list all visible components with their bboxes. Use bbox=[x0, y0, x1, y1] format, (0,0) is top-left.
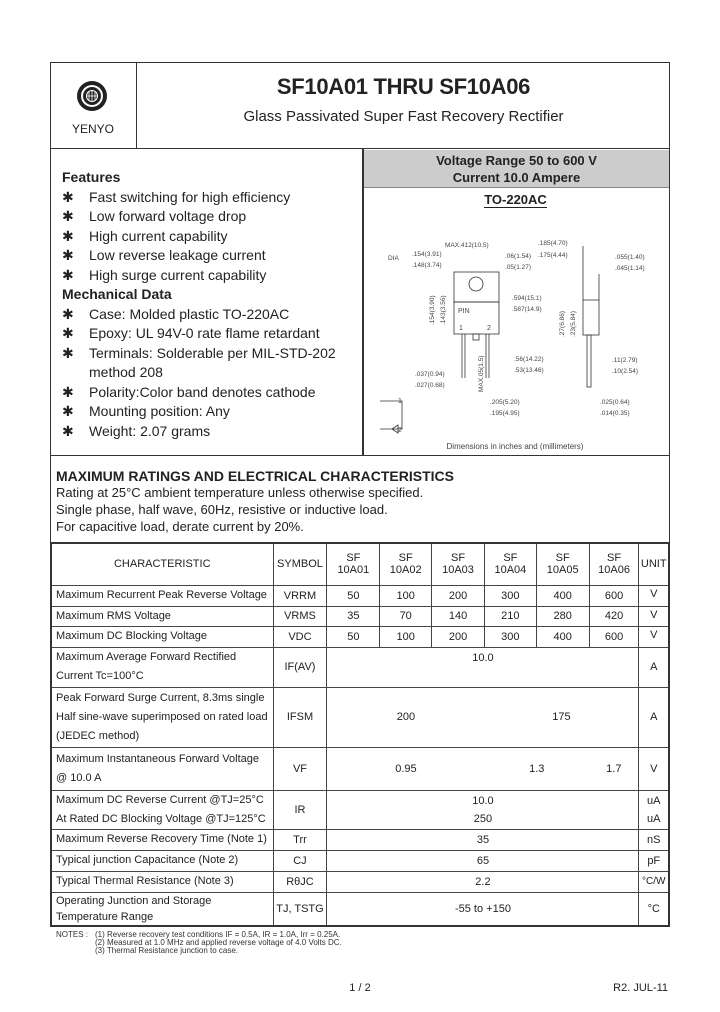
svg-text:.185(4.70): .185(4.70) bbox=[538, 240, 568, 247]
svg-text:MAX.05(1.5): MAX.05(1.5) bbox=[478, 355, 485, 392]
table-row bbox=[51, 647, 669, 687]
table-cell: SF 10A03 bbox=[432, 543, 485, 585]
svg-text:.205(5.20): .205(5.20) bbox=[490, 399, 520, 406]
table-cell: 420 bbox=[589, 606, 639, 626]
table-cell: SF 10A06 bbox=[589, 543, 639, 585]
table-cell: 200 bbox=[327, 687, 485, 747]
brand-name: YENYO bbox=[71, 122, 114, 136]
table-cell: 100 bbox=[380, 626, 432, 647]
svg-text:.154(3.90): .154(3.90) bbox=[429, 295, 436, 325]
page-title: SF10A01 THRU SF10A06 bbox=[276, 74, 531, 99]
svg-text:DIA: DIA bbox=[388, 255, 399, 262]
table-cell: 300 bbox=[484, 585, 536, 606]
svg-text:.045(1.14): .045(1.14) bbox=[615, 265, 645, 272]
table-cell: 1.7 bbox=[589, 747, 639, 790]
table-row bbox=[51, 606, 669, 626]
table-cell: Maximum Recurrent Peak Reverse Voltage bbox=[51, 585, 273, 606]
table-cell: A bbox=[639, 687, 669, 747]
table-cell: °C bbox=[639, 892, 669, 926]
svg-text:.594(15.1): .594(15.1) bbox=[512, 295, 542, 302]
table-row bbox=[51, 687, 669, 747]
note-item: (2) Measured at 1.0 MHz and applied reverse voltage of 4.0 Volts DC. bbox=[95, 938, 342, 947]
table-cell: 2.2 bbox=[327, 871, 639, 892]
table-row bbox=[51, 747, 669, 790]
sunflower-logo-icon bbox=[72, 76, 112, 116]
revision: R2. JUL-11 bbox=[613, 982, 668, 994]
note-item: (1) Reverse recovery test conditions IF = 0.5A, IR = 1.0A, Irr = 0.25A. bbox=[95, 930, 341, 939]
current-rating: Current 10.0 Ampere bbox=[452, 170, 581, 185]
table-cell: pF bbox=[639, 850, 669, 871]
table-cell: Maximum Average Forward Rectified Current Tc=100°C bbox=[51, 647, 273, 687]
rating-note: For capacitive load, derate current by 20%. bbox=[56, 519, 304, 534]
svg-text:.587(14.9): .587(14.9) bbox=[512, 306, 542, 313]
table-cell: Maximum RMS Voltage bbox=[51, 606, 273, 626]
table-cell: -55 to +150 bbox=[327, 892, 639, 926]
ratings-title: MAXIMUM RATINGS AND ELECTRICAL CHARACTERISTICS bbox=[56, 468, 454, 484]
table-cell: IR bbox=[273, 790, 327, 829]
mechanical-heading: Mechanical Data bbox=[62, 286, 172, 302]
table-cell: Maximum DC Blocking Voltage bbox=[51, 626, 273, 647]
table-cell: 200 bbox=[432, 585, 485, 606]
table-row bbox=[51, 626, 669, 647]
svg-text:.154(3.91): .154(3.91) bbox=[412, 251, 442, 258]
voltage-range: Voltage Range 50 to 600 V bbox=[436, 153, 597, 168]
table-cell: SF 10A04 bbox=[484, 543, 536, 585]
svg-text:1: 1 bbox=[459, 325, 463, 332]
table-cell: Trr bbox=[273, 829, 327, 850]
svg-text:.175(4.44): .175(4.44) bbox=[538, 252, 568, 259]
table-cell: Peak Forward Surge Current, 8.3ms single Half sine-wave superimposed on rated load (JEDEC method) bbox=[51, 687, 273, 747]
table-cell: 35 bbox=[327, 829, 639, 850]
table-cell: 600 bbox=[589, 585, 639, 606]
table-cell: 175 bbox=[484, 687, 639, 747]
bullet-icon: ✱ bbox=[62, 267, 74, 283]
bullet-icon: ✱ bbox=[62, 325, 74, 341]
table-cell: V bbox=[639, 585, 669, 606]
features-heading: Features bbox=[62, 169, 121, 185]
table-cell: Typical junction Capacitance (Note 2) bbox=[51, 850, 273, 871]
table-cell: VRMS bbox=[273, 606, 327, 626]
table-cell: SF 10A01 bbox=[327, 543, 380, 585]
table-cell: 65 bbox=[327, 850, 639, 871]
table-cell: SYMBOL bbox=[273, 543, 327, 585]
svg-text:.56(14.22): .56(14.22) bbox=[514, 356, 544, 363]
table-cell: VF bbox=[273, 747, 327, 790]
bullet-icon: ✱ bbox=[62, 403, 74, 419]
table-row bbox=[51, 790, 669, 829]
table-cell: Maximum Reverse Recovery Time (Note 1) bbox=[51, 829, 273, 850]
table-cell: TJ, TSTG bbox=[273, 892, 327, 926]
svg-text:.06(1.54): .06(1.54) bbox=[505, 253, 532, 260]
bullet-icon: ✱ bbox=[62, 189, 74, 205]
table-cell: 400 bbox=[536, 585, 589, 606]
svg-text:.037(0.94): .037(0.94) bbox=[415, 371, 445, 378]
table-row bbox=[51, 871, 669, 892]
table-cell: IF(AV) bbox=[273, 647, 327, 687]
svg-text:.014(0.35): .014(0.35) bbox=[600, 410, 630, 417]
table-cell: CHARACTERISTIC bbox=[51, 543, 273, 585]
svg-text:.05(1.27): .05(1.27) bbox=[505, 264, 532, 271]
table-cell: 400 bbox=[536, 626, 589, 647]
bullet-icon: ✱ bbox=[62, 247, 74, 263]
bullet-icon: ✱ bbox=[62, 228, 74, 244]
svg-text:2: 2 bbox=[398, 427, 402, 434]
svg-text:2: 2 bbox=[487, 325, 491, 332]
bullet-icon: ✱ bbox=[62, 345, 74, 361]
bullet-icon: ✱ bbox=[62, 384, 74, 400]
table-cell: 200 bbox=[432, 626, 485, 647]
table-row bbox=[51, 829, 669, 850]
page-subtitle: Glass Passivated Super Fast Recovery Rectifier bbox=[243, 108, 564, 125]
svg-text:MAX.412(10.5): MAX.412(10.5) bbox=[445, 242, 489, 249]
svg-text:.53(13.46): .53(13.46) bbox=[514, 367, 544, 374]
rating-note: Rating at 25°C ambient temperature unless otherwise specified. bbox=[56, 485, 424, 500]
table-cell: 600 bbox=[589, 626, 639, 647]
table-cell: VRRM bbox=[273, 585, 327, 606]
table-row bbox=[51, 892, 669, 926]
package-dimension-drawing bbox=[362, 230, 669, 455]
bullet-icon: ✱ bbox=[62, 306, 74, 322]
table-row bbox=[51, 850, 669, 871]
table-header-row bbox=[51, 543, 669, 585]
table-row bbox=[51, 585, 669, 606]
table-cell: SF 10A02 bbox=[380, 543, 432, 585]
table-cell: A bbox=[639, 647, 669, 687]
logo bbox=[50, 62, 137, 149]
table-cell: Typical Thermal Resistance (Note 3) bbox=[51, 871, 273, 892]
table-cell: V bbox=[639, 747, 669, 790]
table-cell: 280 bbox=[536, 606, 589, 626]
table-cell: °C/W bbox=[639, 871, 669, 892]
table-cell: VDC bbox=[273, 626, 327, 647]
svg-text:.025(0.64): .025(0.64) bbox=[600, 399, 630, 406]
svg-text:.143(3.56): .143(3.56) bbox=[440, 295, 447, 325]
package-name: TO-220AC bbox=[484, 192, 547, 207]
svg-text:.27(6.86): .27(6.86) bbox=[559, 310, 566, 337]
characteristics-table bbox=[50, 542, 670, 927]
voltage-current-box bbox=[364, 150, 669, 188]
table-cell: 10.0 250 bbox=[327, 790, 639, 829]
page-number: 1 / 2 bbox=[349, 982, 371, 994]
note-item: (3) Thermal Resistance junction to case. bbox=[95, 946, 239, 955]
table-cell: 210 bbox=[484, 606, 536, 626]
table-cell: 140 bbox=[432, 606, 485, 626]
table-cell: V bbox=[639, 606, 669, 626]
table-cell: RθJC bbox=[273, 871, 327, 892]
table-cell: 10.0 bbox=[327, 647, 639, 687]
table-cell: UNIT bbox=[639, 543, 669, 585]
svg-text:.055(1.40): .055(1.40) bbox=[615, 254, 645, 261]
svg-text:.195(4.95): .195(4.95) bbox=[490, 410, 520, 417]
table-cell: Maximum DC Reverse Current @TJ=25°C At Rated DC Blocking Voltage @TJ=125°C bbox=[51, 790, 273, 829]
table-cell: uA uA bbox=[639, 790, 669, 829]
svg-text:PIN: PIN bbox=[458, 308, 470, 315]
table-cell: 100 bbox=[380, 585, 432, 606]
table-cell: 1.3 bbox=[484, 747, 589, 790]
table-cell: 300 bbox=[484, 626, 536, 647]
notes-label: NOTES : bbox=[56, 930, 89, 939]
table-cell: SF 10A05 bbox=[536, 543, 589, 585]
svg-text:.11(2.79): .11(2.79) bbox=[612, 357, 638, 364]
table-cell: V bbox=[639, 626, 669, 647]
table-cell: 0.95 bbox=[327, 747, 485, 790]
table-cell: Maximum Instantaneous Forward Voltage @ 10.0 A bbox=[51, 747, 273, 790]
table-cell: nS bbox=[639, 829, 669, 850]
table-cell: CJ bbox=[273, 850, 327, 871]
svg-text:.148(3.74): .148(3.74) bbox=[412, 262, 442, 269]
table-cell: 70 bbox=[380, 606, 432, 626]
table-cell: 50 bbox=[327, 585, 380, 606]
dimension-caption: Dimensions in inches and (millimeters) bbox=[446, 442, 584, 451]
bullet-icon: ✱ bbox=[62, 208, 74, 224]
bullet-icon: ✱ bbox=[62, 423, 74, 439]
rating-note: Single phase, half wave, 60Hz, resistive or inductive load. bbox=[56, 502, 388, 517]
table-cell: IFSM bbox=[273, 687, 327, 747]
svg-text:.10(2.54): .10(2.54) bbox=[612, 368, 639, 375]
svg-text:.23(5.84): .23(5.84) bbox=[570, 310, 577, 337]
svg-text:1: 1 bbox=[398, 398, 402, 405]
table-cell: Operating Junction and Storage Temperature Range bbox=[51, 892, 273, 926]
table-cell: 50 bbox=[327, 626, 380, 647]
svg-text:.027(0.68): .027(0.68) bbox=[415, 382, 445, 389]
table-cell: 35 bbox=[327, 606, 380, 626]
